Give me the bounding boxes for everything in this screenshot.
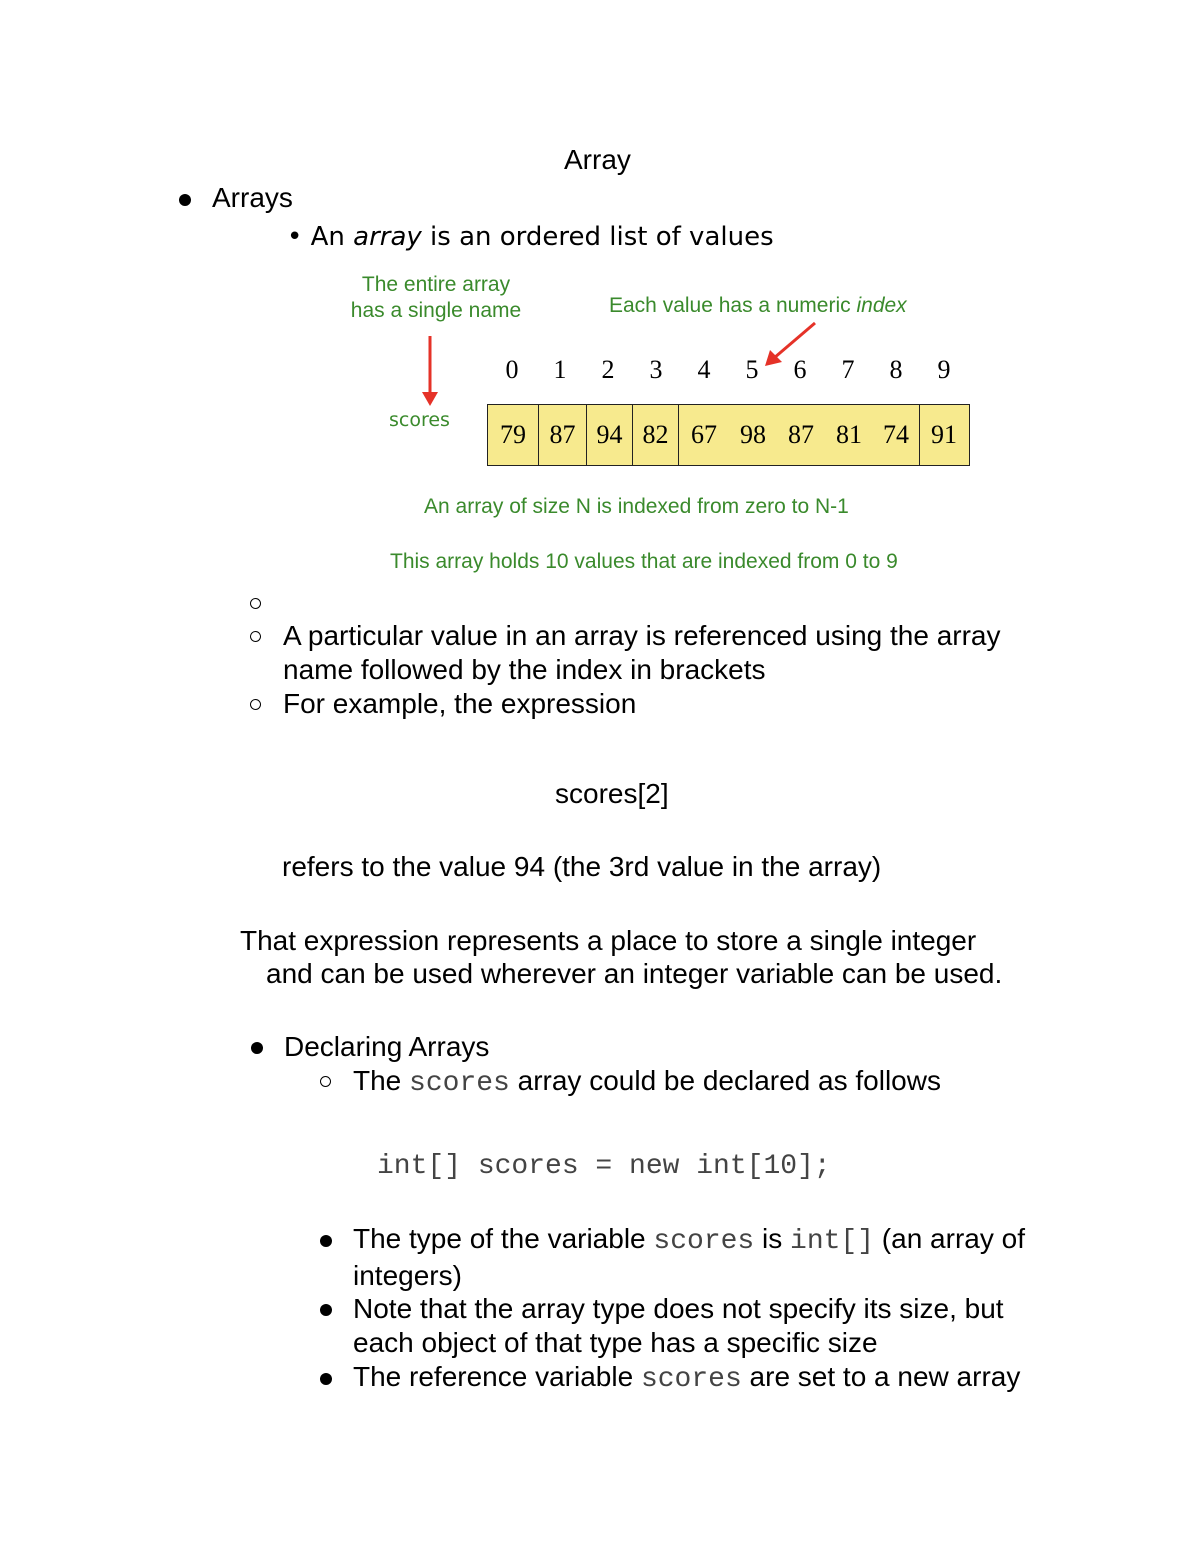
bullet xyxy=(320,1235,332,1247)
array-cell: 87 xyxy=(788,420,814,449)
section-heading-declaring: Declaring Arrays xyxy=(284,1031,490,1062)
size-text-line1: Note that the array type does not specify its size, but xyxy=(353,1293,1004,1324)
expression: scores[2] xyxy=(555,778,669,809)
declaring-sub xyxy=(353,1064,941,1101)
array-cell: 98 xyxy=(740,420,766,449)
index-label: 0 xyxy=(505,355,519,384)
size-text-line2: each object of that type has a specific size xyxy=(353,1327,878,1358)
refers-text: refers to the value 94 (the 3rd value in the array) xyxy=(282,851,882,882)
reference-text-a: The reference variable xyxy=(353,1361,641,1392)
bullet xyxy=(320,1076,331,1087)
inline-code: int[] xyxy=(790,1226,875,1257)
point-reference-line2: name followed by the index in brackets xyxy=(283,654,766,685)
size-note: An array of size N is indexed from zero to N-1 xyxy=(424,495,849,518)
bullet xyxy=(250,699,261,710)
inline-code: scores xyxy=(653,1226,755,1257)
type-text-line2: integers) xyxy=(353,1260,462,1291)
small-bullet: • xyxy=(287,222,303,252)
type-text-c: (an array of xyxy=(874,1223,1025,1254)
index-label: 4 xyxy=(697,355,711,384)
bullet xyxy=(250,631,261,642)
declaring-sub-suffix: array could be declared as follows xyxy=(509,1065,941,1096)
section-heading-arrays: Arrays xyxy=(212,182,293,213)
index-label: 8 xyxy=(889,355,903,384)
reference-text-b: are set to a new array xyxy=(741,1361,1021,1392)
type-text-a: The type of the variable xyxy=(353,1223,654,1254)
index-note-term: index xyxy=(856,294,907,317)
array-values-box xyxy=(487,404,970,466)
point-reference xyxy=(283,619,1001,687)
index-note xyxy=(609,293,907,319)
array-cell: 79 xyxy=(488,405,539,465)
definition-term: array xyxy=(353,222,422,252)
array-definition xyxy=(287,221,774,253)
array-cell: 94 xyxy=(587,405,633,465)
index-label: 3 xyxy=(649,355,663,384)
array-name-label: scores xyxy=(389,409,450,431)
array-cell: 81 xyxy=(836,420,862,449)
index-label: 6 xyxy=(793,355,807,384)
index-label: 1 xyxy=(553,355,567,384)
bullet xyxy=(179,194,191,206)
bullet xyxy=(251,1042,263,1054)
bullet xyxy=(320,1304,332,1316)
definition-prefix: An xyxy=(310,222,354,252)
declaring-sub-prefix: The xyxy=(353,1065,410,1096)
array-cell: 82 xyxy=(633,405,679,465)
array-cell: 87 xyxy=(539,405,587,465)
bullet xyxy=(320,1373,332,1385)
name-note-line1: The entire array xyxy=(361,273,511,296)
arrow-down-icon xyxy=(420,336,440,408)
bullet xyxy=(250,598,261,609)
inline-code: scores xyxy=(409,1068,510,1099)
definition-suffix: is an ordered list of values xyxy=(421,222,774,252)
name-note xyxy=(336,272,536,324)
code-declaration: int[] scores = new int[10]; xyxy=(377,1151,831,1182)
array-cell: 91 xyxy=(931,420,957,449)
array-cell: 74 xyxy=(873,405,920,465)
page-title: Array xyxy=(564,144,631,175)
inline-code: scores xyxy=(640,1364,742,1395)
point-example: For example, the expression xyxy=(283,688,637,719)
declaring-bullet-type xyxy=(353,1222,1025,1293)
declaring-bullet-size xyxy=(353,1292,1004,1360)
type-text-b: is xyxy=(754,1223,791,1254)
index-label: 2 xyxy=(601,355,615,384)
array-cell: 67 xyxy=(691,420,717,449)
place-text-line2: and can be used wherever an integer variable can be used. xyxy=(266,958,1003,989)
index-label: 9 xyxy=(937,355,951,384)
name-note-line2: has a single name xyxy=(350,299,522,322)
index-label: 5 xyxy=(745,355,759,384)
place-text-line1: That expression represents a place to store a single integer xyxy=(240,925,977,956)
place-text xyxy=(240,924,1002,990)
index-label: 7 xyxy=(841,355,855,384)
declaring-bullet-reference xyxy=(353,1360,1020,1397)
point-reference-line1: A particular value in an array is referenced using the array xyxy=(283,620,1001,651)
holds-note: This array holds 10 values that are indexed from 0 to 9 xyxy=(390,550,898,573)
index-note-prefix: Each value has a numeric xyxy=(609,294,857,317)
